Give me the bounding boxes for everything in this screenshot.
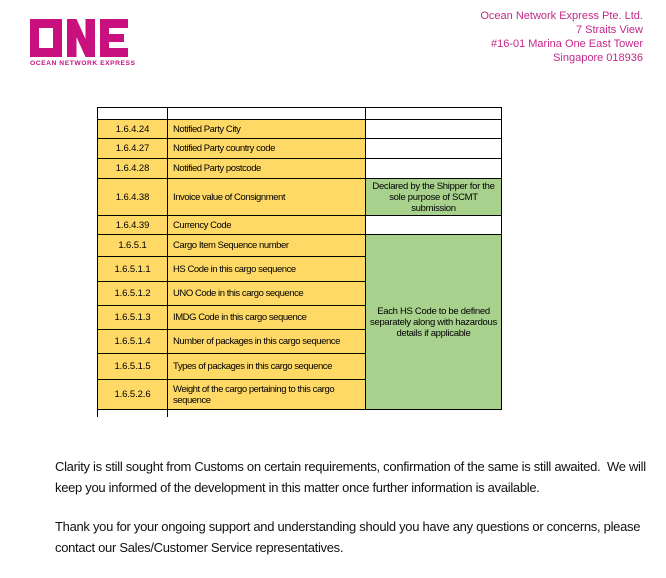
note-cell-empty	[366, 139, 502, 159]
address-line: 7 Straits View	[575, 24, 643, 36]
table-continuation-stub	[97, 409, 98, 417]
table-row	[98, 179, 502, 216]
table-row	[98, 120, 502, 139]
code-cell: 1.6.5.1.5	[98, 354, 168, 380]
body-paragraph-thanks: Thank you for your ongoing support and understanding should you have any questions or concerns, please contact our Sales/Customer Service representatives.	[55, 519, 644, 555]
note-cell-merged: Each HS Code to be defined separately along with hazardous details if applicable	[366, 235, 502, 410]
code-cell: 1.6.4.39	[98, 216, 168, 235]
description-cell: Notified Party City	[168, 120, 366, 139]
table-continuation-stub	[167, 409, 168, 417]
one-logo	[30, 19, 136, 67]
note-cell-green: Declared by the Shipper for the sole purpose of SCMT submission	[366, 179, 502, 216]
code-cell: 1.6.5.1.1	[98, 257, 168, 282]
code-cell: 1.6.5.1.3	[98, 306, 168, 330]
description-cell: Currency Code	[168, 216, 366, 235]
address-line: Singapore 018936	[553, 52, 643, 64]
one-logo-tagline: OCEAN NETWORK EXPRESS	[30, 60, 136, 67]
description-cell: Notified Party postcode	[168, 159, 366, 179]
company-address	[480, 9, 643, 65]
partial-cell	[168, 108, 366, 120]
table-row	[98, 235, 502, 257]
table-row-partial	[98, 108, 502, 120]
note-cell-empty	[366, 120, 502, 139]
description-cell: Types of packages in this cargo sequence	[168, 354, 366, 380]
description-cell: Notified Party country code	[168, 139, 366, 159]
code-cell: 1.6.5.1.2	[98, 282, 168, 306]
partial-cell	[98, 108, 168, 120]
requirements-table	[97, 107, 502, 410]
description-cell: Number of packages in this cargo sequence	[168, 330, 366, 354]
description-cell: HS Code in this cargo sequence	[168, 257, 366, 282]
code-cell: 1.6.4.27	[98, 139, 168, 159]
description-cell: UNO Code in this cargo sequence	[168, 282, 366, 306]
code-cell: 1.6.4.38	[98, 179, 168, 216]
note-cell-empty	[366, 159, 502, 179]
code-cell: 1.6.5.1	[98, 235, 168, 257]
description-cell: Weight of the cargo pertaining to this cargo sequence	[168, 380, 366, 410]
note-cell-empty	[366, 216, 502, 235]
description-cell: Cargo Item Sequence number	[168, 235, 366, 257]
code-cell: 1.6.4.28	[98, 159, 168, 179]
code-cell: 1.6.4.24	[98, 120, 168, 139]
one-logo-mark	[30, 19, 128, 57]
address-line: Ocean Network Express Pte. Ltd.	[480, 10, 643, 22]
table-row	[98, 159, 502, 179]
description-cell: IMDG Code in this cargo sequence	[168, 306, 366, 330]
address-line: #16-01 Marina One East Tower	[490, 38, 643, 50]
code-cell: 1.6.5.1.4	[98, 330, 168, 354]
description-cell: Invoice value of Consignment	[168, 179, 366, 216]
code-cell: 1.6.5.2.6	[98, 380, 168, 410]
table-row	[98, 216, 502, 235]
partial-cell	[366, 108, 502, 120]
body-paragraph-clarity: Clarity is still sought from Customs on certain requirements, confirmation of the same is still awaited. We will keep you informed of the development in this matter once further information is available.	[55, 459, 650, 495]
table-row	[98, 139, 502, 159]
